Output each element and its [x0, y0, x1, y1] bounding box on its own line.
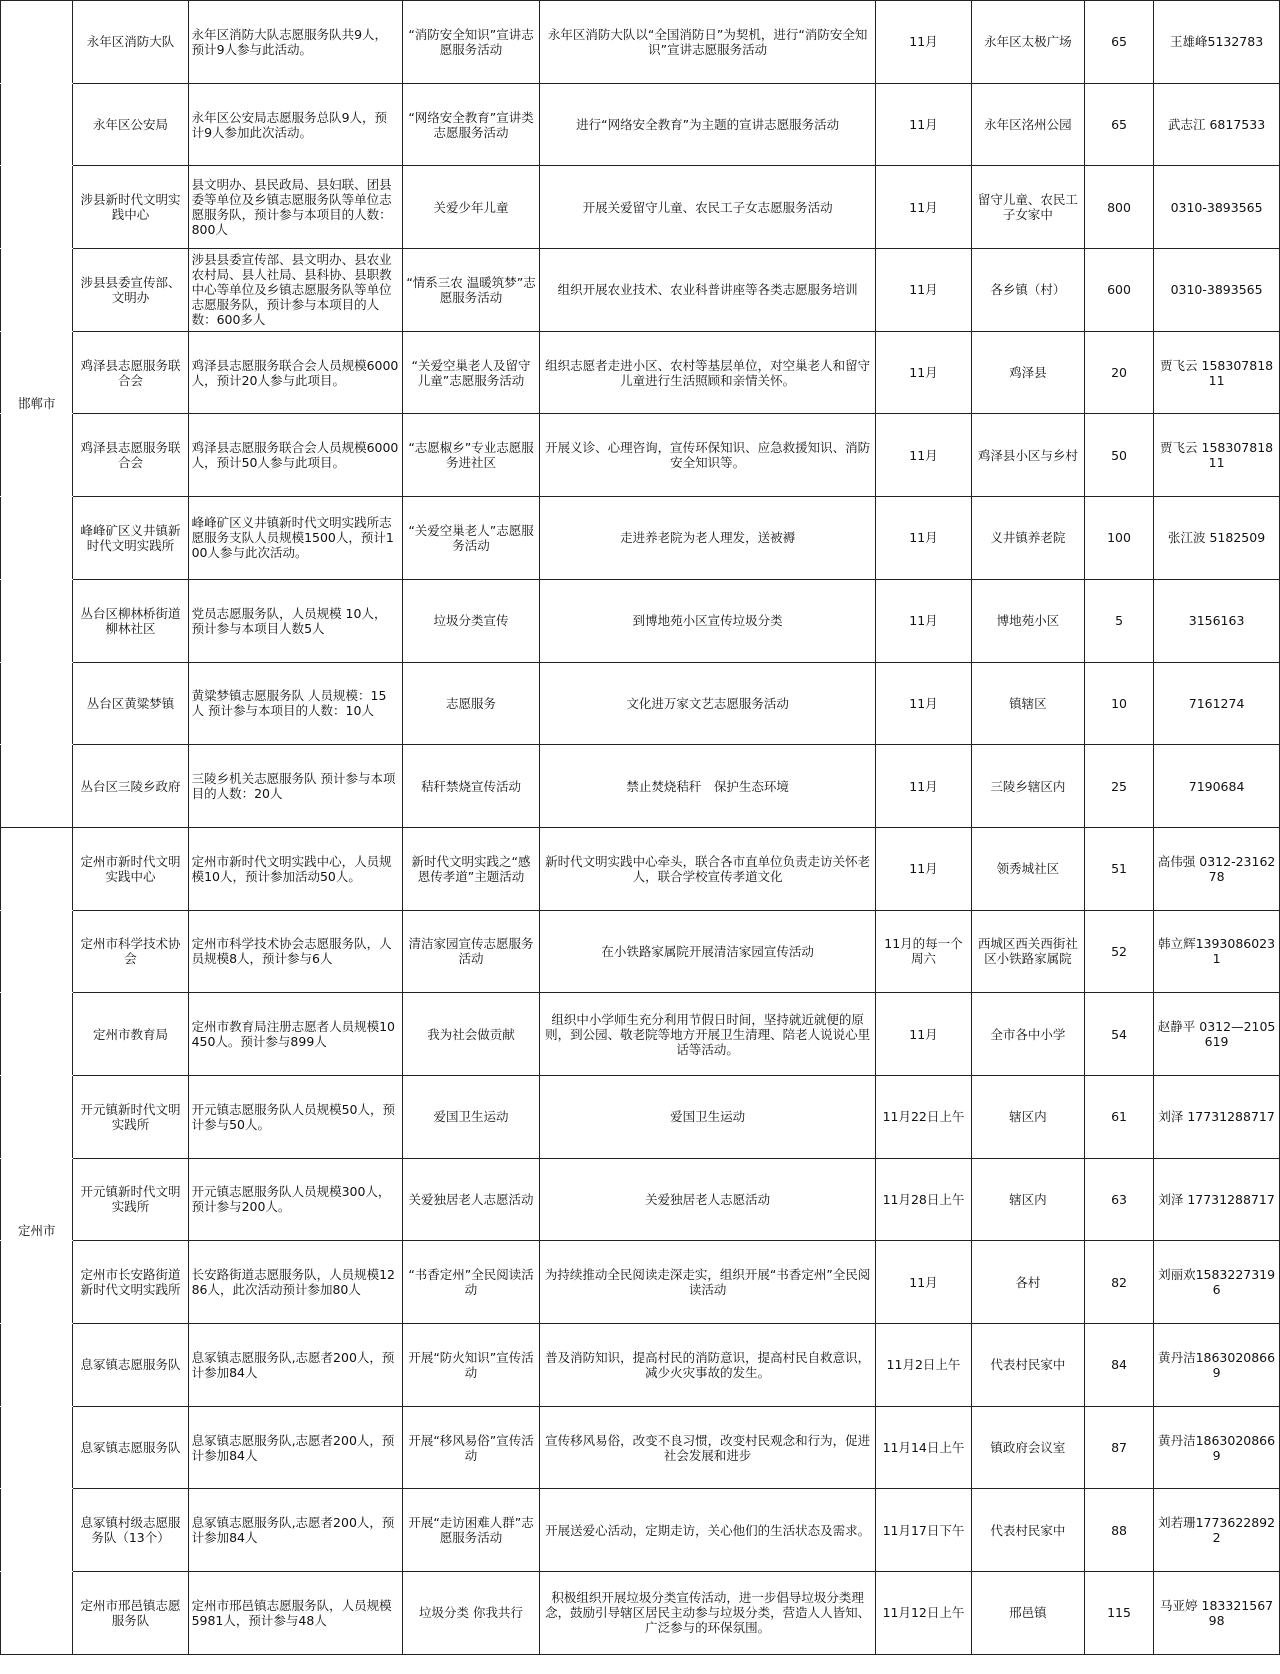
count-cell: 82 — [1084, 1241, 1153, 1324]
place-cell: 辖区内 — [971, 1158, 1084, 1241]
table-row — [1, 331, 1280, 414]
city-cell — [1, 579, 73, 662]
team-cell: 永年区消防大队志愿服务队共9人，预计9人参与此活动。 — [188, 1, 402, 84]
team-cell: 党员志愿服务队，人员规模 10人，预计参与本项目人数5人 — [188, 579, 402, 662]
place-cell: 领秀城社区 — [971, 827, 1084, 910]
table-row — [1, 83, 1280, 166]
project-cell: 关爱独居老人志愿活动 — [402, 1158, 539, 1241]
contact-cell: 马亚婷 18332156798 — [1154, 1572, 1280, 1655]
org-cell: 息冢镇志愿服务队 — [73, 1324, 188, 1407]
project-cell: 新时代文明实践之“感恩传孝道”主题活动 — [402, 827, 539, 910]
content-cell: 文化进万家文艺志愿服务活动 — [540, 662, 876, 745]
city-cell — [1, 993, 73, 1076]
count-cell: 115 — [1084, 1572, 1153, 1655]
content-cell: 开展义诊、心理咨询，宣传环保知识、应急救援知识、消防安全知识等。 — [540, 414, 876, 497]
team-cell: 开元镇志愿服务队人员规模300人，预计参与200人。 — [188, 1158, 402, 1241]
org-cell: 定州市长安路街道新时代文明实践所 — [73, 1241, 188, 1324]
table-row — [1, 414, 1280, 497]
city-cell — [1, 1489, 73, 1572]
contact-cell: 高伟强 0312-2316278 — [1154, 827, 1280, 910]
team-cell: 定州市科学技术协会志愿服务队，人员规模8人，预计参与6人 — [188, 910, 402, 993]
org-cell: 涉县县委宣传部、文明办 — [73, 249, 188, 332]
count-cell: 65 — [1084, 1, 1153, 84]
team-cell: 鸡泽县志愿服务联合会人员规模6000人，预计50人参与此项目。 — [188, 414, 402, 497]
time-cell: 11月 — [876, 1241, 972, 1324]
city-cell — [1, 414, 73, 497]
time-cell: 11月 — [876, 1, 972, 84]
team-cell: 息冢镇志愿服务队,志愿者200人，预计参加84人 — [188, 1324, 402, 1407]
content-cell: 组织开展农业技术、农业科普讲座等各类志愿服务培训 — [540, 249, 876, 332]
table-row — [1, 1489, 1280, 1572]
contact-cell: 0310-3893565 — [1154, 249, 1280, 332]
place-cell: 西城区西关西街社区小铁路家属院 — [971, 910, 1084, 993]
city-cell — [1, 1572, 73, 1655]
count-cell: 50 — [1084, 414, 1153, 497]
org-cell: 丛台区黄粱梦镇 — [73, 662, 188, 745]
content-cell: 永年区消防大队以“全国消防日”为契机，进行“消防安全知识”宣讲志愿服务活动 — [540, 1, 876, 84]
time-cell: 11月 — [876, 331, 972, 414]
contact-cell: 7161274 — [1154, 662, 1280, 745]
time-cell: 11月28日上午 — [876, 1158, 972, 1241]
team-cell: 息冢镇志愿服务队,志愿者200人，预计参加84人 — [188, 1489, 402, 1572]
time-cell: 11月17日下午 — [876, 1489, 972, 1572]
team-cell: 鸡泽县志愿服务联合会人员规模6000人，预计20人参与此项目。 — [188, 331, 402, 414]
project-cell: 开展“走访困难人群”志愿服务活动 — [402, 1489, 539, 1572]
count-cell: 84 — [1084, 1324, 1153, 1407]
city-cell — [1, 1241, 73, 1324]
content-cell: 新时代文明实践中心牵头，联合各市直单位负责走访关怀老人，联合学校宣传孝道文化 — [540, 827, 876, 910]
project-cell: “网络安全教育”宣讲类志愿服务活动 — [402, 83, 539, 166]
place-cell: 鸡泽县小区与乡村 — [971, 414, 1084, 497]
time-cell: 11月 — [876, 662, 972, 745]
city-cell — [1, 1324, 73, 1407]
contact-cell: 赵静平 0312—2105619 — [1154, 993, 1280, 1076]
time-cell: 11月 — [876, 827, 972, 910]
project-cell: 秸秆禁烧宣传活动 — [402, 745, 539, 828]
team-cell: 三陵乡机关志愿服务队 预计参与本项目的人数：20人 — [188, 745, 402, 828]
content-cell: 开展关爱留守儿童、农民工子女志愿服务活动 — [540, 166, 876, 249]
count-cell: 100 — [1084, 497, 1153, 580]
place-cell: 永年区太极广场 — [971, 1, 1084, 84]
city-cell — [1, 827, 73, 910]
content-cell: 宣传移风易俗，改变不良习惯，改变村民观念和行为，促进社会发展和进步 — [540, 1406, 876, 1489]
place-cell: 邢邑镇 — [971, 1572, 1084, 1655]
time-cell: 11月 — [876, 83, 972, 166]
table-row — [1, 993, 1280, 1076]
time-cell: 11月 — [876, 249, 972, 332]
place-cell: 博地苑小区 — [971, 579, 1084, 662]
place-cell: 各乡镇（村） — [971, 249, 1084, 332]
org-cell: 定州市科学技术协会 — [73, 910, 188, 993]
content-cell: 爱国卫生运动 — [540, 1075, 876, 1158]
contact-cell: 贾飞云 15830781811 — [1154, 414, 1280, 497]
content-cell: 组织中小学师生充分利用节假日时间，坚持就近就便的原则，到公园、敬老院等地方开展卫生清理、陪老人说说心里话等活动。 — [540, 993, 876, 1076]
project-cell: 垃圾分类宣传 — [402, 579, 539, 662]
table-row — [1, 662, 1280, 745]
count-cell: 600 — [1084, 249, 1153, 332]
place-cell: 镇辖区 — [971, 662, 1084, 745]
content-cell: 开展送爱心活动，定期走访，关心他们的生活状态及需求。 — [540, 1489, 876, 1572]
content-cell: 积极组织开展垃圾分类宣传活动，进一步倡导垃圾分类理念，鼓励引导辖区居民主动参与垃圾分类，营造人人皆知、广泛参与的环保氛围。 — [540, 1572, 876, 1655]
org-cell: 峰峰矿区义井镇新时代文明实践所 — [73, 497, 188, 580]
org-cell: 定州市教育局 — [73, 993, 188, 1076]
contact-cell: 韩立辉13930860231 — [1154, 910, 1280, 993]
count-cell: 65 — [1084, 83, 1153, 166]
place-cell: 义井镇养老院 — [971, 497, 1084, 580]
contact-cell: 贾飞云 15830781811 — [1154, 331, 1280, 414]
project-cell: “情系三农 温暖筑梦”志愿服务活动 — [402, 249, 539, 332]
team-cell: 息冢镇志愿服务队,志愿者200人，预计参加84人 — [188, 1406, 402, 1489]
table-row — [1, 1572, 1280, 1655]
count-cell: 5 — [1084, 579, 1153, 662]
content-cell: 禁止焚烧秸秆 保护生态环境 — [540, 745, 876, 828]
place-cell: 代表村民家中 — [971, 1324, 1084, 1407]
time-cell: 11月 — [876, 993, 972, 1076]
table-row — [1, 1406, 1280, 1489]
contact-cell: 刘丽欢15832273196 — [1154, 1241, 1280, 1324]
team-cell: 县文明办、县民政局、县妇联、团县委等单位及乡镇志愿服务队等单位志愿服务队，预计参与本项目的人数：800人 — [188, 166, 402, 249]
contact-cell: 张江波 5182509 — [1154, 497, 1280, 580]
project-cell: 志愿服务 — [402, 662, 539, 745]
time-cell: 11月2日上午 — [876, 1324, 972, 1407]
team-cell: 长安路街道志愿服务队，人员规模1286人，此次活动预计参加80人 — [188, 1241, 402, 1324]
content-cell: 组织志愿者走进小区、农村等基层单位，对空巢老人和留守儿童进行生活照顾和亲情关怀。 — [540, 331, 876, 414]
project-cell: 垃圾分类 你我共行 — [402, 1572, 539, 1655]
table-row — [1, 249, 1280, 332]
time-cell: 11月22日上午 — [876, 1075, 972, 1158]
contact-cell: 黄丹洁18630208669 — [1154, 1324, 1280, 1407]
count-cell: 25 — [1084, 745, 1153, 828]
city-cell — [1, 910, 73, 993]
count-cell: 61 — [1084, 1075, 1153, 1158]
time-cell: 11月 — [876, 497, 972, 580]
org-cell: 丛台区三陵乡政府 — [73, 745, 188, 828]
content-cell: 在小铁路家属院开展清洁家园宣传活动 — [540, 910, 876, 993]
contact-cell: 黄丹洁18630208669 — [1154, 1406, 1280, 1489]
project-cell: 我为社会做贡献 — [402, 993, 539, 1076]
team-cell: 黄粱梦镇志愿服务队 人员规模：15人 预计参与本项目的人数：10人 — [188, 662, 402, 745]
project-cell: “关爱空巢老人及留守儿童”志愿服务活动 — [402, 331, 539, 414]
time-cell: 11月14日上午 — [876, 1406, 972, 1489]
place-cell: 辖区内 — [971, 1075, 1084, 1158]
contact-cell: 7190684 — [1154, 745, 1280, 828]
count-cell: 20 — [1084, 331, 1153, 414]
org-cell: 定州市新时代文明实践中心 — [73, 827, 188, 910]
team-cell: 永年区公安局志愿服务总队9人，预计9人参加此次活动。 — [188, 83, 402, 166]
contact-cell: 武志江 6817533 — [1154, 83, 1280, 166]
table-row — [1, 1, 1280, 84]
content-cell: 普及消防知识，提高村民的消防意识，提高村民自救意识，减少火灾事故的发生。 — [540, 1324, 876, 1407]
city-cell — [1, 745, 73, 828]
city-cell — [1, 662, 73, 745]
team-cell: 定州市邢邑镇志愿服务队，人员规模5981人，预计参与48人 — [188, 1572, 402, 1655]
count-cell: 87 — [1084, 1406, 1153, 1489]
city-cell: 邯郸市 — [1, 331, 73, 414]
table-body — [1, 1, 1280, 1655]
content-cell: 进行“网络安全教育”为主题的宣讲志愿服务活动 — [540, 83, 876, 166]
team-cell: 峰峰矿区义井镇新时代文明实践所志愿服务支队人员规模1500人，预计100人参与此次活动。 — [188, 497, 402, 580]
project-cell: “消防安全知识”宣讲志愿服务活动 — [402, 1, 539, 84]
project-cell: 爱国卫生运动 — [402, 1075, 539, 1158]
time-cell: 11月 — [876, 166, 972, 249]
project-cell: 开展“移风易俗”宣传活动 — [402, 1406, 539, 1489]
content-cell: 到博地苑小区宣传垃圾分类 — [540, 579, 876, 662]
time-cell: 11月 — [876, 579, 972, 662]
count-cell: 10 — [1084, 662, 1153, 745]
contact-cell: 王雄峰5132783 — [1154, 1, 1280, 84]
org-cell: 鸡泽县志愿服务联合会 — [73, 414, 188, 497]
time-cell: 11月12日上午 — [876, 1572, 972, 1655]
team-cell: 开元镇志愿服务队人员规模50人，预计参与50人。 — [188, 1075, 402, 1158]
place-cell: 三陵乡辖区内 — [971, 745, 1084, 828]
count-cell: 800 — [1084, 166, 1153, 249]
count-cell: 88 — [1084, 1489, 1153, 1572]
contact-cell: 刘泽 17731288717 — [1154, 1158, 1280, 1241]
count-cell: 54 — [1084, 993, 1153, 1076]
org-cell: 定州市邢邑镇志愿服务队 — [73, 1572, 188, 1655]
place-cell: 代表村民家中 — [971, 1489, 1084, 1572]
place-cell: 各村 — [971, 1241, 1084, 1324]
count-cell: 63 — [1084, 1158, 1153, 1241]
org-cell: 息冢镇志愿服务队 — [73, 1406, 188, 1489]
city-cell: 定州市 — [1, 1158, 73, 1241]
org-cell: 永年区消防大队 — [73, 1, 188, 84]
city-cell — [1, 1, 73, 84]
city-cell — [1, 1406, 73, 1489]
table-row — [1, 497, 1280, 580]
table-row — [1, 579, 1280, 662]
city-cell — [1, 249, 73, 332]
project-cell: “书香定州”全民阅读活动 — [402, 1241, 539, 1324]
project-cell: 清洁家园宣传志愿服务活动 — [402, 910, 539, 993]
org-cell: 开元镇新时代文明实践所 — [73, 1158, 188, 1241]
team-cell: 涉县县委宣传部、县文明办、县农业农村局、县人社局、县科协、县职教中心等单位及乡镇志愿服务队等单位志愿服务队，预计参与本项目的人数：600多人 — [188, 249, 402, 332]
place-cell: 永年区洺州公园 — [971, 83, 1084, 166]
table-row — [1, 1241, 1280, 1324]
org-cell: 永年区公安局 — [73, 83, 188, 166]
time-cell: 11月 — [876, 414, 972, 497]
table-row — [1, 827, 1280, 910]
content-cell: 走进养老院为老人理发，送被褥 — [540, 497, 876, 580]
table-row — [1, 1324, 1280, 1407]
table-row — [1, 745, 1280, 828]
table-row — [1, 166, 1280, 249]
content-cell: 为持续推动全民阅读走深走实，组织开展“书香定州”全民阅读活动 — [540, 1241, 876, 1324]
city-cell — [1, 166, 73, 249]
place-cell: 镇政府会议室 — [971, 1406, 1084, 1489]
team-cell: 定州市新时代文明实践中心，人员规模10人，预计参加活动50人。 — [188, 827, 402, 910]
project-cell: “志愿椒乡”专业志愿服务进社区 — [402, 414, 539, 497]
city-cell — [1, 497, 73, 580]
project-cell: “关爱空巢老人”志愿服务活动 — [402, 497, 539, 580]
table-row — [1, 1158, 1280, 1241]
count-cell: 52 — [1084, 910, 1153, 993]
org-cell: 涉县新时代文明实践中心 — [73, 166, 188, 249]
contact-cell: 0310-3893565 — [1154, 166, 1280, 249]
place-cell: 全市各中小学 — [971, 993, 1084, 1076]
table-row — [1, 910, 1280, 993]
content-cell: 关爱独居老人志愿活动 — [540, 1158, 876, 1241]
team-cell: 定州市教育局注册志愿者人员规模10450人。预计参与899人 — [188, 993, 402, 1076]
project-cell: 关爱少年儿童 — [402, 166, 539, 249]
place-cell: 鸡泽县 — [971, 331, 1084, 414]
table-row — [1, 1075, 1280, 1158]
contact-cell: 刘泽 17731288717 — [1154, 1075, 1280, 1158]
org-cell: 息冢镇村级志愿服务队（13个） — [73, 1489, 188, 1572]
org-cell: 丛台区柳林桥街道柳林社区 — [73, 579, 188, 662]
city-cell — [1, 83, 73, 166]
org-cell: 鸡泽县志愿服务联合会 — [73, 331, 188, 414]
place-cell: 留守儿童、农民工子女家中 — [971, 166, 1084, 249]
time-cell: 11月 — [876, 745, 972, 828]
org-cell: 开元镇新时代文明实践所 — [73, 1075, 188, 1158]
contact-cell: 刘若珊17736228922 — [1154, 1489, 1280, 1572]
contact-cell: 3156163 — [1154, 579, 1280, 662]
project-cell: 开展“防火知识”宣传活动 — [402, 1324, 539, 1407]
time-cell: 11月的每一个周六 — [876, 910, 972, 993]
count-cell: 51 — [1084, 827, 1153, 910]
city-cell — [1, 1075, 73, 1158]
